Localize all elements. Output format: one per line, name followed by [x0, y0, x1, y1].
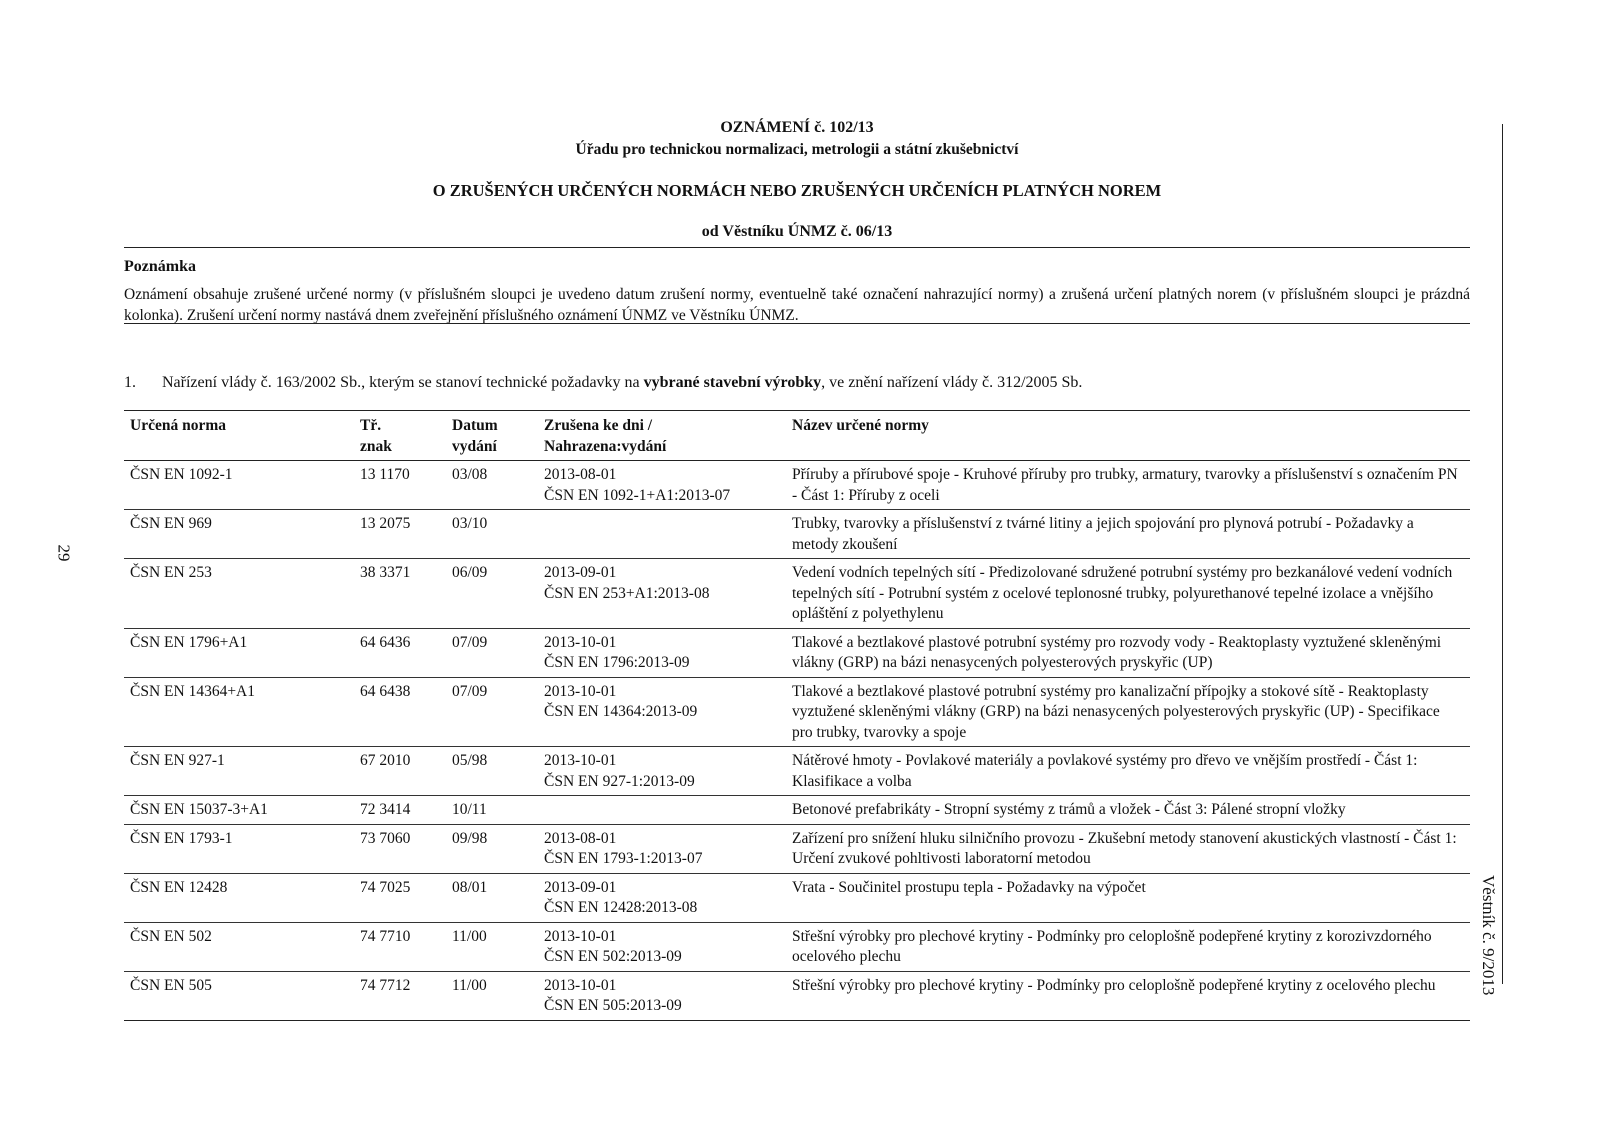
cell-cancelled	[538, 796, 786, 825]
cell-norm	[124, 922, 354, 971]
cell-date	[446, 873, 538, 922]
cell-title	[786, 824, 1470, 873]
cell-norm	[124, 796, 354, 825]
col-header-date: Datum vydání	[446, 411, 538, 461]
page-number: 29	[54, 544, 74, 562]
cell-norm-text: ČSN EN 502	[130, 927, 212, 945]
decree-number: 1.	[124, 374, 136, 391]
decree-text-bold: vybrané stavební výrobky	[643, 374, 822, 391]
cell-cancelled-text: ČSN EN 1793-1:2013-07	[544, 850, 703, 867]
cell-norm-text: ČSN EN 1092-1	[130, 466, 233, 483]
cell-class-text: 67 2010	[360, 752, 411, 769]
table-row	[124, 510, 1470, 559]
cell-class-text: 74 7712	[360, 976, 411, 994]
norms-table	[124, 410, 1470, 1021]
cell-date-text: 08/01	[452, 878, 488, 896]
cell-cancelled-text: ČSN EN 927-1:2013-09	[544, 772, 695, 790]
cell-title	[786, 677, 1470, 747]
table-header-row	[124, 411, 1470, 461]
decree-text-start: Nařízení vlády č. 163/2002 Sb., kterým se stanoví technické požadavky na	[162, 374, 644, 391]
cell-cancelled-text: 2013-10-01	[544, 752, 617, 769]
cell-class	[354, 677, 446, 747]
cell-cancelled	[538, 461, 786, 510]
cell-class-text: 13 1170	[360, 466, 410, 483]
cell-title-text: Střešní výrobky pro plechové krytiny - Podmínky pro celoplošně podepřené krytiny z korozivzdorného ocelového plechu	[792, 927, 1432, 965]
cell-class	[354, 922, 446, 971]
cell-cancelled-text: 2013-09-01	[544, 564, 617, 581]
cell-date-text: 05/98	[452, 752, 488, 769]
cell-cancelled-text: 2013-09-01	[544, 878, 617, 896]
cell-title-text: Nátěrové hmoty - Povlakové materiály a povlakové systémy pro dřevo ve vnějším prostředí - Část 1: Klasifikace a volba	[792, 752, 1418, 790]
col-header-norm: Určená norma	[124, 411, 354, 461]
cell-title	[786, 922, 1470, 971]
cell-norm-text: ČSN EN 253	[130, 564, 212, 581]
cell-title-text: Příruby a přírubové spoje - Kruhové příruby pro trubky, armatury, tvarovky a příslušenství s označením PN - Část 1: Příruby z oceli	[792, 466, 1458, 504]
cell-class	[354, 796, 446, 825]
cell-cancelled-text: 2013-10-01	[544, 682, 617, 700]
cell-cancelled-text: 2013-10-01	[544, 976, 617, 994]
cell-date	[446, 559, 538, 629]
cell-date	[446, 971, 538, 1020]
cell-title-text: Střešní výrobky pro plechové krytiny - Podmínky pro celoplošně podepřené krytiny z ocelového plechu	[792, 976, 1436, 994]
cell-date-text: 11/00	[452, 976, 487, 994]
notice-title: OZNÁMENÍ č. 102/13	[720, 119, 874, 136]
cell-date	[446, 922, 538, 971]
cell-date	[446, 796, 538, 825]
cell-title	[786, 559, 1470, 629]
cell-class	[354, 971, 446, 1020]
cell-norm-text: ČSN EN 927-1	[130, 752, 225, 769]
divider-bottom	[124, 323, 1470, 324]
cell-cancelled-text: 2013-10-01	[544, 927, 617, 945]
cell-date-text: 06/09	[452, 564, 488, 581]
col-header-class: Tř. znak	[354, 411, 446, 461]
cell-cancelled-text: ČSN EN 1092-1+A1:2013-07	[544, 486, 731, 504]
decree-text-end: , ve znění nařízení vlády č. 312/2005 Sb.	[821, 374, 1083, 391]
cell-class-text: 38 3371	[360, 564, 411, 581]
cell-date	[446, 510, 538, 559]
cell-class-text: 73 7060	[360, 829, 411, 847]
table-row	[124, 971, 1470, 1020]
cell-cancelled	[538, 873, 786, 922]
cell-title	[786, 461, 1470, 510]
cell-title	[786, 747, 1470, 796]
cell-date-text: 10/11	[452, 801, 487, 818]
cell-norm-text: ČSN EN 505	[130, 976, 212, 994]
cell-norm	[124, 628, 354, 677]
cell-class	[354, 873, 446, 922]
cell-cancelled	[538, 971, 786, 1020]
cell-cancelled-text: ČSN EN 502:2013-09	[544, 948, 682, 965]
cell-cancelled	[538, 628, 786, 677]
cell-cancelled	[538, 747, 786, 796]
table-row	[124, 559, 1470, 629]
decree-heading	[124, 374, 1470, 392]
table-row	[124, 796, 1470, 825]
cell-class	[354, 510, 446, 559]
cell-title-text: Trubky, tvarovky a příslušenství z tvárné litiny a jejich spojování pro plynová potrubí - Požadavky a metody zkoušení	[792, 515, 1414, 553]
table-row	[124, 824, 1470, 873]
cell-date-text: 09/98	[452, 829, 488, 847]
cell-norm	[124, 559, 354, 629]
cell-cancelled	[538, 559, 786, 629]
cell-class	[354, 628, 446, 677]
cell-date-text: 11/00	[452, 927, 487, 945]
table-row	[124, 461, 1470, 510]
cell-cancelled-text: ČSN EN 14364:2013-09	[544, 703, 698, 720]
cell-class-text: 13 2075	[360, 515, 411, 532]
cell-class	[354, 461, 446, 510]
col-header-title: Název určené normy	[786, 411, 1470, 461]
cell-cancelled	[538, 824, 786, 873]
cell-norm	[124, 971, 354, 1020]
cell-title	[786, 628, 1470, 677]
cell-cancelled	[538, 922, 786, 971]
cell-date-text: 03/10	[452, 515, 488, 532]
cell-date	[446, 628, 538, 677]
table-row	[124, 747, 1470, 796]
cell-title-text: Tlakové a beztlakové plastové potrubní systémy pro kanalizační přípojky a stokové sítě - Reaktoplasty vyztužené skleněnými vlákny (GRP) na bázi nenasycených polyesterových pryskyřic (UP) - Specifikace pro trubky, tvarovky a spoje	[792, 682, 1440, 741]
cell-cancelled-text: 2013-10-01	[544, 633, 617, 651]
cell-title	[786, 873, 1470, 922]
cell-cancelled-text: 2013-08-01	[544, 829, 617, 847]
cell-title-text: Tlakové a beztlakové plastové potrubní systémy pro rozvody vody - Reaktoplasty vyztužené skleněnými vlákny (GRP) na bázi nenasycených polyesterových pryskyřic (UP)	[792, 633, 1442, 671]
cell-cancelled-text: ČSN EN 1796:2013-09	[544, 654, 690, 671]
cell-class	[354, 559, 446, 629]
journal-issue-label: Věstník č. 9/2013	[1479, 875, 1498, 996]
note-text: Oznámení obsahuje zrušené určené normy (v příslušném sloupci je uvedeno datum zrušení normy, eventuelně také označení nahrazující normy) a zrušená určení platných norem (v příslušném sloupci je prázdná kolonka). Zrušení určení normy nastává dnem zveřejnění příslušného oznámení ÚNMZ ve Věstníku ÚNMZ.	[124, 286, 1470, 324]
cell-cancelled-text: ČSN EN 253+A1:2013-08	[544, 584, 710, 602]
divider-top	[124, 247, 1470, 248]
cell-title-text: Vrata - Součinitel prostupu tepla - Požadavky na výpočet	[792, 878, 1146, 896]
cell-norm-text: ČSN EN 1793-1	[130, 829, 233, 847]
cell-title-text: Zařízení pro snížení hluku silničního provozu - Zkušební metody stanovení akustických vlastností - Část 1: Určení zvukové pohltivosti laboratorní metodou	[792, 829, 1457, 867]
cell-cancelled	[538, 677, 786, 747]
note-heading: Poznámka	[124, 258, 196, 275]
table-row	[124, 873, 1470, 922]
cell-class	[354, 824, 446, 873]
table-body	[124, 461, 1470, 1021]
cell-norm-text: ČSN EN 15037-3+A1	[130, 801, 268, 818]
cell-cancelled	[538, 510, 786, 559]
cell-norm-text: ČSN EN 969	[130, 515, 212, 532]
cell-norm	[124, 510, 354, 559]
cell-norm	[124, 677, 354, 747]
table-row	[124, 677, 1470, 747]
cell-title-text: Betonové prefabrikáty - Stropní systémy z trámů a vložek - Část 3: Pálené stropní vložky	[792, 801, 1346, 818]
cell-norm-text: ČSN EN 14364+A1	[130, 682, 255, 700]
cell-norm-text: ČSN EN 1796+A1	[130, 633, 248, 651]
cell-date	[446, 677, 538, 747]
cell-title	[786, 971, 1470, 1020]
table-row	[124, 628, 1470, 677]
issuing-office: Úřadu pro technickou normalizaci, metrologii a státní zkušebnictví	[575, 141, 1019, 158]
table-row	[124, 922, 1470, 971]
cell-date	[446, 747, 538, 796]
notice-source: od Věstníku ÚNMZ č. 06/13	[701, 223, 893, 240]
cell-cancelled-text: 2013-08-01	[544, 466, 617, 483]
col-header-cancelled: Zrušena ke dni / Nahrazena:vydání	[538, 411, 786, 461]
cell-norm	[124, 747, 354, 796]
cell-title	[786, 796, 1470, 825]
cell-class-text: 64 6438	[360, 682, 411, 700]
cell-date-text: 03/08	[452, 466, 488, 483]
cell-norm-text: ČSN EN 12428	[130, 878, 228, 896]
cell-title-text: Vedení vodních tepelných sítí - Předizolované sdružené potrubní systémy pro bezkanálové vedení vodních tepelných sítí - Potrubní systém z ocelové teplonosné trubky, polyurethanové tepelné izolace a vnějšího opláštění z polyethylenu	[792, 564, 1453, 622]
cell-norm	[124, 461, 354, 510]
cell-date	[446, 461, 538, 510]
cell-cancelled-text: ČSN EN 12428:2013-08	[544, 899, 698, 916]
cell-title	[786, 510, 1470, 559]
cell-class-text: 64 6436	[360, 633, 411, 651]
cell-class-text: 72 3414	[360, 801, 411, 818]
cell-date-text: 07/09	[452, 682, 488, 700]
margin-rule	[1502, 124, 1503, 984]
cell-class-text: 74 7025	[360, 878, 411, 896]
cell-class-text: 74 7710	[360, 927, 411, 945]
cell-norm	[124, 824, 354, 873]
cell-norm	[124, 873, 354, 922]
cell-class	[354, 747, 446, 796]
cell-date-text: 07/09	[452, 633, 488, 651]
cell-date	[446, 824, 538, 873]
notice-subject: O ZRUŠENÝCH URČENÝCH NORMÁCH NEBO ZRUŠENÝCH URČENÍCH PLATNÝCH NOREM	[432, 181, 1162, 200]
cell-cancelled-text: ČSN EN 505:2013-09	[544, 997, 682, 1014]
